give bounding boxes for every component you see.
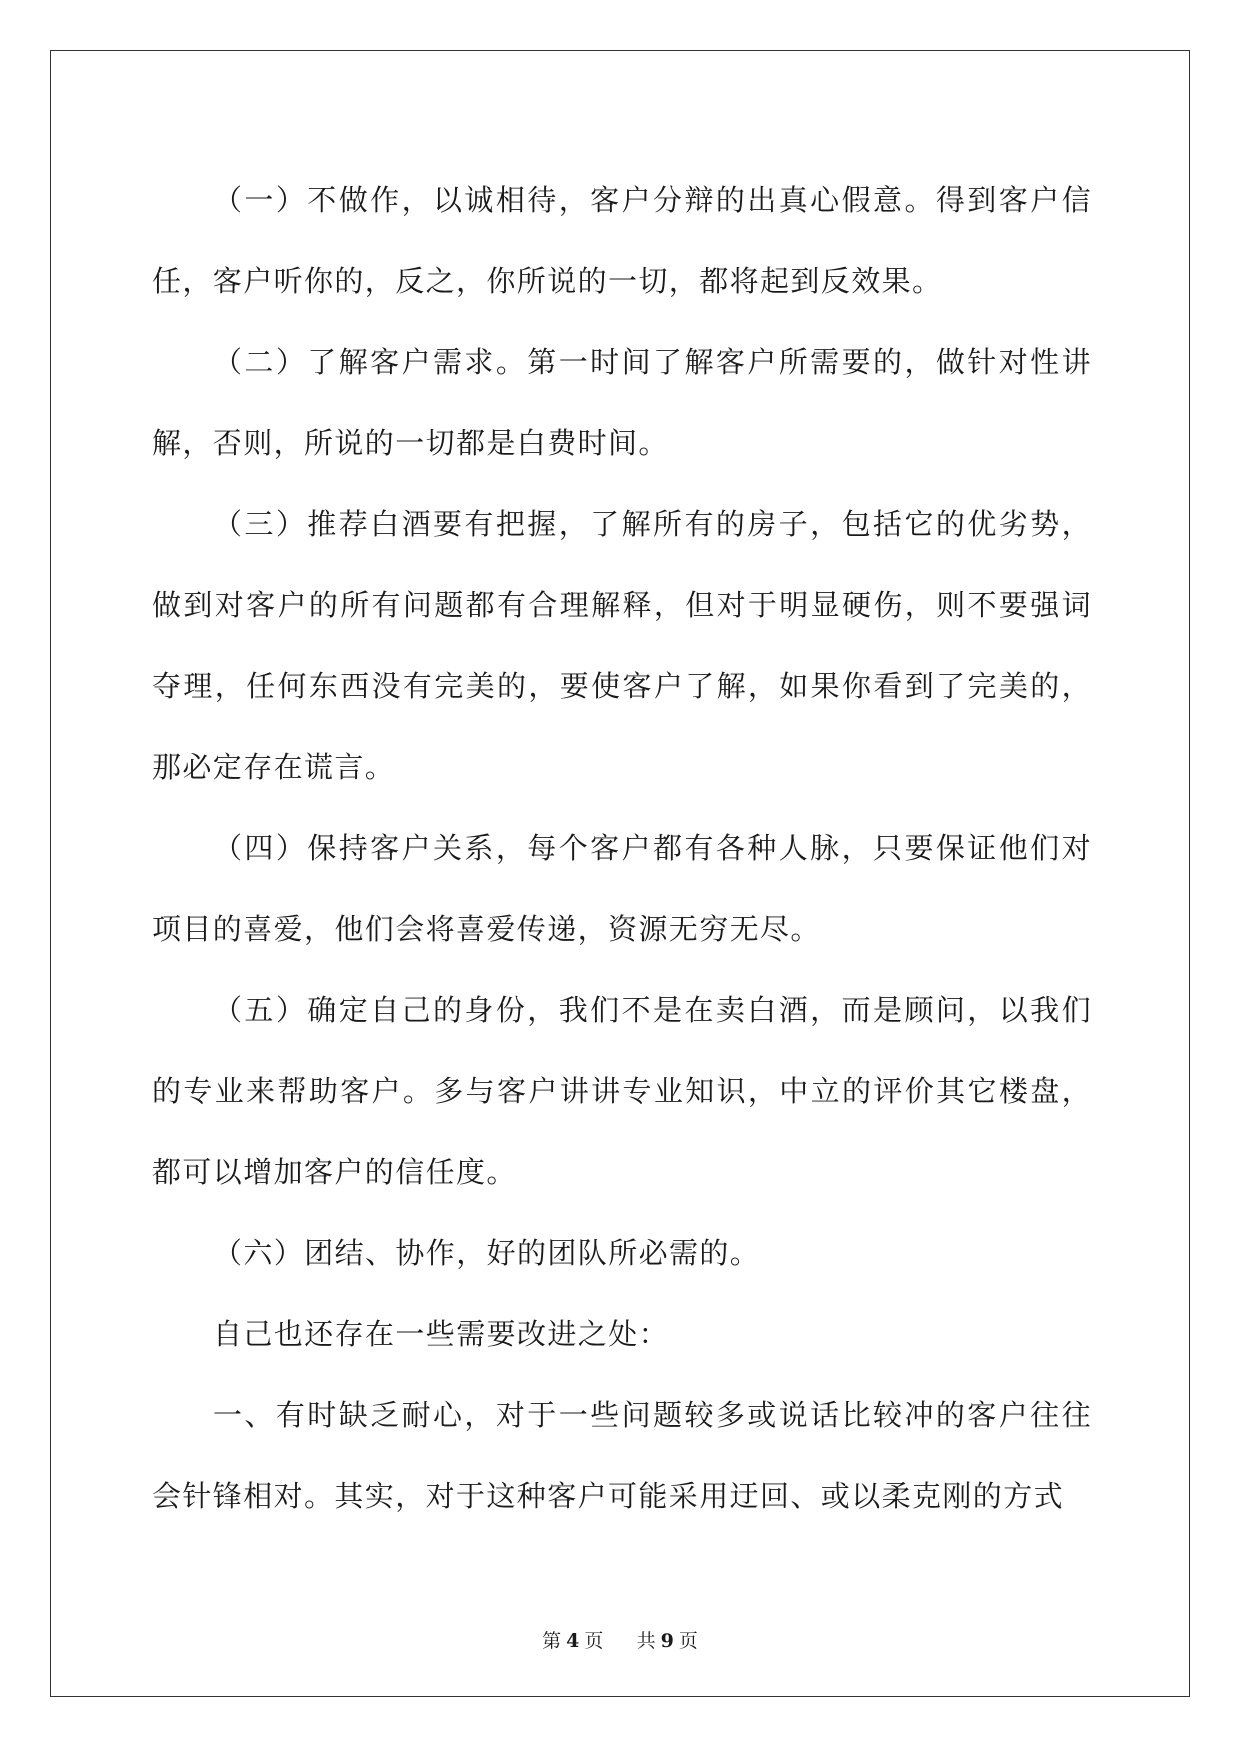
paragraph-5: （五）确定自己的身份，我们不是在卖白酒，而是顾问，以我们的专业来帮助客户。多与客户讲讲专业知识，中立的评价其它楼盘，都可以增加客户的信任度。 xyxy=(152,993,1092,1189)
total-prefix: 共 xyxy=(636,1630,657,1652)
document-body xyxy=(152,160,1092,1537)
paragraph-4: （四）保持客户关系，每个客户都有各种人脉，只要保证他们对项目的喜爱，他们会将喜爱传递，资源无穷无尽。 xyxy=(152,831,1092,946)
paragraph-2: （二）了解客户需求。第一时间了解客户所需要的，做针对性讲解，否则，所说的一切都是白费时间。 xyxy=(152,345,1092,460)
page-number: 4 xyxy=(566,1630,581,1652)
page-prefix: 第 xyxy=(542,1630,563,1652)
paragraph-3: （三）推荐白酒要有把握，了解所有的房子，包括它的优劣势，做到对客户的所有问题都有合理解释，但对于明显硬伤，则不要强词夺理，任何东西没有完美的，要使客户了解，如果你看到了完美的，那必定存在谎言。 xyxy=(152,507,1092,784)
paragraph-8: 一、有时缺乏耐心，对于一些问题较多或说话比较冲的客户往往会针锋相对。其实，对于这种客户可能采用迂回、或以柔克刚的方式 xyxy=(152,1398,1092,1513)
paragraph-1: （一）不做作，以诚相待，客户分辩的出真心假意。得到客户信任，客户听你的，反之，你所说的一切，都将起到反效果。 xyxy=(152,183,1092,298)
paragraph-7: 自己也还存在一些需要改进之处： xyxy=(213,1317,670,1351)
page-suffix: 页 xyxy=(584,1630,605,1652)
paragraph-6: （六）团结、协作，好的团队所必需的。 xyxy=(213,1236,761,1270)
page-footer xyxy=(0,1626,1241,1653)
total-pages: 9 xyxy=(660,1630,675,1652)
total-suffix: 页 xyxy=(678,1630,699,1652)
